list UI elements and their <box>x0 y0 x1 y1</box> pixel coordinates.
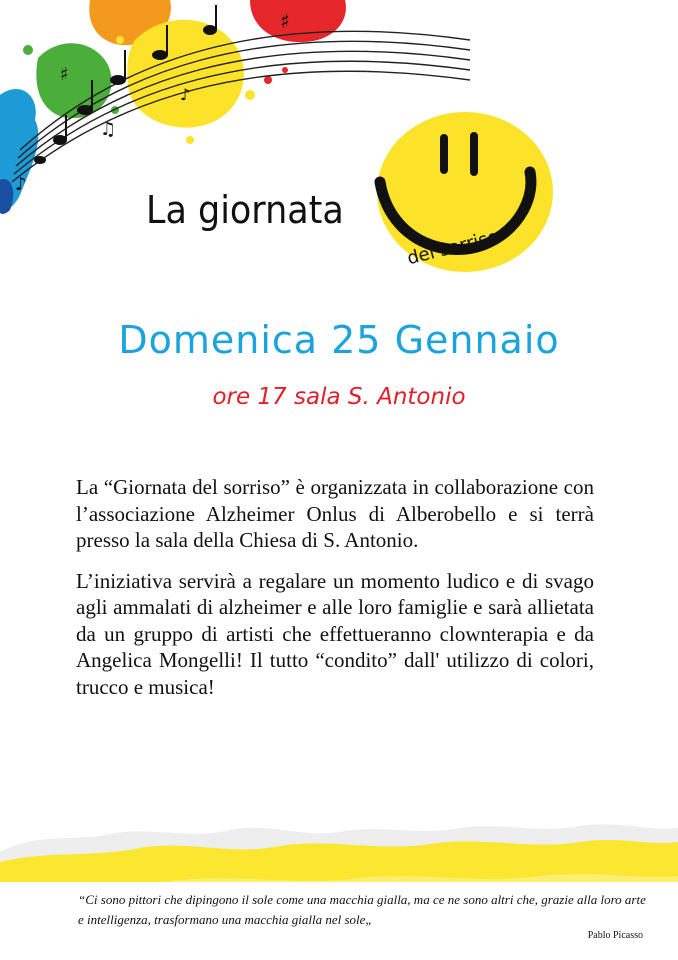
svg-text:♪: ♪ <box>180 85 191 104</box>
event-date: Domenica 25 Gennaio <box>118 318 560 362</box>
quote-author: Pablo Picasso <box>587 930 643 941</box>
body-text <box>76 474 594 714</box>
svg-text:♫: ♫ <box>100 119 117 140</box>
yellow-band <box>0 812 678 960</box>
svg-text:♯: ♯ <box>280 9 290 33</box>
paragraph-intro: La “Giornata del sorriso” è organizzata in collaborazione con l’associazione Alzheimer Onlus di Alberobello e si terrà presso la sala della Chiesa di S. Antonio. <box>76 475 594 552</box>
paragraph-details: L’iniziativa servirà a regalare un momento ludico e di svago agli ammalati di alzheimer e alle loro famiglie e sarà allietata da un gruppo di artisti che effettueranno clownterapia e da Angelica Mongelli! Il tutto “condito” dall' utilizzo di colori, trucco e musica! <box>76 568 594 699</box>
title-subtitle: del sorriso <box>405 226 501 270</box>
svg-text:♪: ♪ <box>15 174 27 195</box>
page-title: La giornata <box>146 188 344 232</box>
event-time-place: ore 17 sala S. Antonio <box>212 384 466 410</box>
quote-text: “Ci sono pittori che dipingono il sole come una macchia gialla, ma ce ne sono altri che, grazie alla loro arte e intelligenza, trasformano una macchia gialla nel sole„ <box>78 892 646 927</box>
svg-text:♯: ♯ <box>60 64 69 85</box>
smiley-icon <box>370 112 560 272</box>
